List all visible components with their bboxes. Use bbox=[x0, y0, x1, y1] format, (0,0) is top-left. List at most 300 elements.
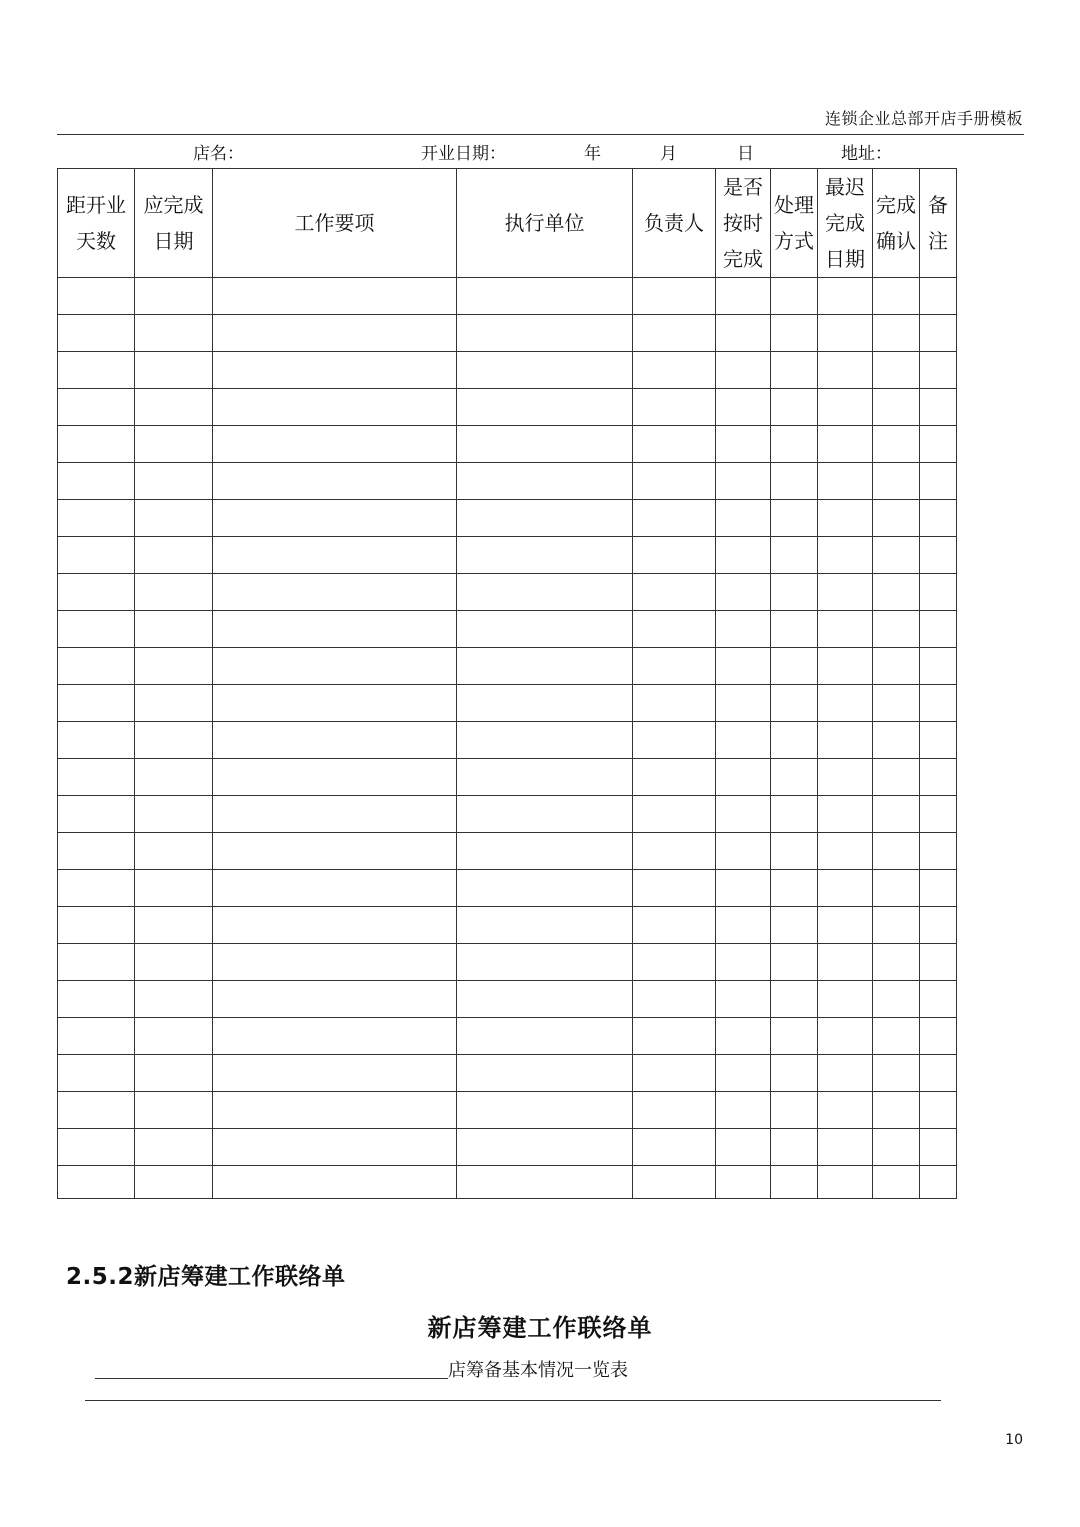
table-cell[interactable] bbox=[873, 315, 920, 352]
table-cell[interactable] bbox=[213, 389, 457, 426]
table-cell[interactable] bbox=[920, 611, 957, 648]
table-cell[interactable] bbox=[716, 500, 771, 537]
table-cell[interactable] bbox=[58, 500, 135, 537]
table-cell[interactable] bbox=[58, 870, 135, 907]
table-cell[interactable] bbox=[457, 1129, 633, 1166]
column-header bbox=[633, 169, 716, 278]
bottom-rule bbox=[85, 1400, 941, 1401]
table-cell[interactable] bbox=[771, 426, 818, 463]
table-cell[interactable] bbox=[771, 352, 818, 389]
column-header-text: 距开业 bbox=[66, 193, 126, 217]
table-cell[interactable] bbox=[920, 352, 957, 389]
table-cell[interactable] bbox=[920, 870, 957, 907]
table-cell[interactable] bbox=[771, 796, 818, 833]
table-cell[interactable] bbox=[135, 870, 213, 907]
table-cell[interactable] bbox=[818, 574, 873, 611]
table-cell[interactable] bbox=[58, 1129, 135, 1166]
table-cell[interactable] bbox=[633, 981, 716, 1018]
table-cell[interactable] bbox=[920, 500, 957, 537]
table-cell[interactable] bbox=[818, 796, 873, 833]
table-cell[interactable] bbox=[135, 278, 213, 315]
table-cell[interactable] bbox=[457, 611, 633, 648]
table-cell[interactable] bbox=[920, 1129, 957, 1166]
table-cell[interactable] bbox=[213, 722, 457, 759]
table-cell[interactable] bbox=[771, 944, 818, 981]
table-cell[interactable] bbox=[771, 611, 818, 648]
table-cell[interactable] bbox=[135, 1018, 213, 1055]
table-cell[interactable] bbox=[135, 796, 213, 833]
table-cell[interactable] bbox=[633, 389, 716, 426]
table-cell[interactable] bbox=[771, 1166, 818, 1199]
summary-text: 店筹备基本情况一览表 bbox=[448, 1360, 628, 1381]
table-cell[interactable] bbox=[135, 315, 213, 352]
table-cell[interactable] bbox=[633, 1092, 716, 1129]
table-cell[interactable] bbox=[633, 463, 716, 500]
table-cell[interactable] bbox=[457, 981, 633, 1018]
column-header-text: 完成 bbox=[825, 211, 865, 235]
table-cell[interactable] bbox=[457, 944, 633, 981]
table-cell[interactable] bbox=[135, 426, 213, 463]
table-cell[interactable] bbox=[633, 870, 716, 907]
table-cell[interactable] bbox=[457, 1166, 633, 1199]
table-cell[interactable] bbox=[818, 1055, 873, 1092]
table-cell[interactable] bbox=[818, 611, 873, 648]
table-cell[interactable] bbox=[818, 500, 873, 537]
table-cell[interactable] bbox=[873, 389, 920, 426]
table-cell[interactable] bbox=[457, 1018, 633, 1055]
table-cell[interactable] bbox=[873, 1129, 920, 1166]
table-cell[interactable] bbox=[818, 537, 873, 574]
table-cell[interactable] bbox=[771, 463, 818, 500]
column-header bbox=[818, 169, 873, 278]
table-cell[interactable] bbox=[58, 389, 135, 426]
table-cell[interactable] bbox=[716, 648, 771, 685]
table-cell[interactable] bbox=[213, 352, 457, 389]
table-cell[interactable] bbox=[58, 426, 135, 463]
table-cell[interactable] bbox=[716, 352, 771, 389]
table-cell[interactable] bbox=[213, 1129, 457, 1166]
table-cell[interactable] bbox=[135, 759, 213, 796]
table-row bbox=[58, 278, 957, 315]
table-cell[interactable] bbox=[633, 611, 716, 648]
table-cell[interactable] bbox=[633, 278, 716, 315]
table-cell[interactable] bbox=[771, 1055, 818, 1092]
table-cell[interactable] bbox=[716, 1018, 771, 1055]
table-cell[interactable] bbox=[716, 1166, 771, 1199]
table-row bbox=[58, 1092, 957, 1129]
table-cell[interactable] bbox=[818, 1092, 873, 1129]
table-cell[interactable] bbox=[818, 1018, 873, 1055]
table-cell[interactable] bbox=[873, 611, 920, 648]
table-cell[interactable] bbox=[920, 907, 957, 944]
column-header bbox=[58, 169, 135, 278]
table-cell[interactable] bbox=[457, 759, 633, 796]
column-header-text: 处理 bbox=[774, 193, 814, 217]
table-cell[interactable] bbox=[58, 833, 135, 870]
table-cell[interactable] bbox=[58, 981, 135, 1018]
table-cell[interactable] bbox=[716, 685, 771, 722]
table-cell[interactable] bbox=[873, 574, 920, 611]
table-cell[interactable] bbox=[58, 278, 135, 315]
table-cell[interactable] bbox=[213, 537, 457, 574]
table-cell[interactable] bbox=[58, 352, 135, 389]
table-cell[interactable] bbox=[457, 278, 633, 315]
table-cell[interactable] bbox=[58, 315, 135, 352]
table-cell[interactable] bbox=[920, 278, 957, 315]
table-cell[interactable] bbox=[716, 315, 771, 352]
table-cell[interactable] bbox=[213, 907, 457, 944]
table-cell[interactable] bbox=[633, 352, 716, 389]
table-cell[interactable] bbox=[213, 833, 457, 870]
table-cell[interactable] bbox=[633, 944, 716, 981]
table-cell[interactable] bbox=[213, 796, 457, 833]
table-cell[interactable] bbox=[920, 759, 957, 796]
table-cell[interactable] bbox=[873, 833, 920, 870]
table-row bbox=[58, 500, 957, 537]
table-cell[interactable] bbox=[920, 981, 957, 1018]
table-cell[interactable] bbox=[873, 796, 920, 833]
table-cell[interactable] bbox=[716, 1055, 771, 1092]
table-cell[interactable] bbox=[818, 315, 873, 352]
table-cell[interactable] bbox=[716, 1092, 771, 1129]
table-cell[interactable] bbox=[873, 722, 920, 759]
table-cell[interactable] bbox=[135, 537, 213, 574]
table-cell[interactable] bbox=[771, 685, 818, 722]
column-header bbox=[135, 169, 213, 278]
table-cell[interactable] bbox=[135, 981, 213, 1018]
table-cell[interactable] bbox=[771, 1018, 818, 1055]
table-cell[interactable] bbox=[457, 685, 633, 722]
column-header-text: 注 bbox=[928, 229, 948, 253]
store-name-label: 店名： bbox=[193, 144, 244, 164]
table-cell[interactable] bbox=[771, 870, 818, 907]
table-cell[interactable] bbox=[920, 463, 957, 500]
table-cell[interactable] bbox=[920, 833, 957, 870]
table-row bbox=[58, 981, 957, 1018]
table-cell[interactable] bbox=[457, 352, 633, 389]
table-cell[interactable] bbox=[633, 722, 716, 759]
table-cell[interactable] bbox=[873, 1055, 920, 1092]
table-cell[interactable] bbox=[58, 944, 135, 981]
table-cell[interactable] bbox=[716, 1129, 771, 1166]
running-header: 连锁企业总部开店手册模板 bbox=[824, 109, 1023, 128]
year-label: 年 bbox=[584, 144, 601, 164]
column-header-text: 备 bbox=[928, 193, 948, 217]
column-header-text: 应完成 bbox=[143, 193, 204, 217]
table-row bbox=[58, 870, 957, 907]
table-cell[interactable] bbox=[873, 648, 920, 685]
table-cell[interactable] bbox=[58, 759, 135, 796]
table-cell[interactable] bbox=[920, 1055, 957, 1092]
table-cell[interactable] bbox=[873, 278, 920, 315]
table-cell[interactable] bbox=[873, 759, 920, 796]
table-cell[interactable] bbox=[457, 1055, 633, 1092]
table-cell[interactable] bbox=[58, 611, 135, 648]
table-cell[interactable] bbox=[920, 685, 957, 722]
day-label: 日 bbox=[737, 144, 754, 164]
column-header-text: 工作要项 bbox=[294, 211, 375, 235]
section-heading: 2.5.2新店筹建工作联络单 bbox=[66, 1264, 346, 1290]
table-cell[interactable] bbox=[457, 537, 633, 574]
table-cell[interactable] bbox=[633, 426, 716, 463]
table-cell[interactable] bbox=[58, 1166, 135, 1199]
table-cell[interactable] bbox=[135, 574, 213, 611]
table-cell[interactable] bbox=[633, 1166, 716, 1199]
table-cell[interactable] bbox=[771, 981, 818, 1018]
table-cell[interactable] bbox=[771, 315, 818, 352]
table-cell[interactable] bbox=[457, 500, 633, 537]
table-cell[interactable] bbox=[716, 833, 771, 870]
table-cell[interactable] bbox=[213, 648, 457, 685]
table-row bbox=[58, 537, 957, 574]
table-cell[interactable] bbox=[771, 278, 818, 315]
table-cell[interactable] bbox=[457, 574, 633, 611]
table-cell[interactable] bbox=[818, 722, 873, 759]
table-cell[interactable] bbox=[135, 1166, 213, 1199]
table-cell[interactable] bbox=[135, 1129, 213, 1166]
table-cell[interactable] bbox=[58, 685, 135, 722]
table-cell[interactable] bbox=[818, 759, 873, 796]
table-cell[interactable] bbox=[58, 648, 135, 685]
table-row bbox=[58, 426, 957, 463]
table-cell[interactable] bbox=[818, 352, 873, 389]
table-cell[interactable] bbox=[457, 463, 633, 500]
table-cell[interactable] bbox=[873, 907, 920, 944]
table-cell[interactable] bbox=[771, 907, 818, 944]
table-cell[interactable] bbox=[135, 722, 213, 759]
table-cell[interactable] bbox=[716, 278, 771, 315]
table-cell[interactable] bbox=[213, 278, 457, 315]
table-cell[interactable] bbox=[633, 537, 716, 574]
table-cell[interactable] bbox=[58, 574, 135, 611]
table-cell[interactable] bbox=[135, 833, 213, 870]
table-cell[interactable] bbox=[633, 685, 716, 722]
table-cell[interactable] bbox=[771, 833, 818, 870]
table-cell[interactable] bbox=[58, 722, 135, 759]
table-cell[interactable] bbox=[818, 833, 873, 870]
month-label: 月 bbox=[660, 144, 677, 164]
table-cell[interactable] bbox=[457, 315, 633, 352]
table-cell[interactable] bbox=[716, 796, 771, 833]
table-cell[interactable] bbox=[818, 944, 873, 981]
table-cell[interactable] bbox=[213, 870, 457, 907]
table-cell[interactable] bbox=[58, 796, 135, 833]
table-cell[interactable] bbox=[135, 1092, 213, 1129]
table-row bbox=[58, 1055, 957, 1092]
table-cell[interactable] bbox=[716, 389, 771, 426]
table-cell[interactable] bbox=[633, 1055, 716, 1092]
table-cell[interactable] bbox=[716, 907, 771, 944]
table-cell[interactable] bbox=[213, 463, 457, 500]
table-cell[interactable] bbox=[818, 1129, 873, 1166]
table-cell[interactable] bbox=[920, 426, 957, 463]
column-header-text: 最迟 bbox=[825, 175, 865, 199]
table-cell[interactable] bbox=[818, 870, 873, 907]
table-cell[interactable] bbox=[457, 648, 633, 685]
table-cell[interactable] bbox=[771, 1092, 818, 1129]
table-cell[interactable] bbox=[213, 1018, 457, 1055]
table-cell[interactable] bbox=[58, 537, 135, 574]
table-cell[interactable] bbox=[457, 870, 633, 907]
table-cell[interactable] bbox=[213, 315, 457, 352]
table-cell[interactable] bbox=[716, 463, 771, 500]
column-header bbox=[873, 169, 920, 278]
column-header bbox=[920, 169, 957, 278]
table-cell[interactable] bbox=[633, 759, 716, 796]
table-row bbox=[58, 574, 957, 611]
table-cell[interactable] bbox=[213, 1166, 457, 1199]
table-cell[interactable] bbox=[633, 1018, 716, 1055]
table-cell[interactable] bbox=[716, 611, 771, 648]
column-header-text: 负责人 bbox=[644, 211, 704, 235]
table-cell[interactable] bbox=[818, 685, 873, 722]
table-cell[interactable] bbox=[818, 907, 873, 944]
checklist-table bbox=[57, 168, 957, 1199]
table-cell[interactable] bbox=[873, 981, 920, 1018]
table-cell[interactable] bbox=[58, 1092, 135, 1129]
table-cell[interactable] bbox=[716, 574, 771, 611]
table-cell[interactable] bbox=[135, 611, 213, 648]
table-cell[interactable] bbox=[920, 1166, 957, 1199]
column-header-text: 天数 bbox=[76, 229, 116, 253]
column-header-text: 执行单位 bbox=[504, 211, 585, 235]
table-cell[interactable] bbox=[213, 981, 457, 1018]
table-cell[interactable] bbox=[213, 574, 457, 611]
table-row bbox=[58, 1018, 957, 1055]
table-cell[interactable] bbox=[213, 944, 457, 981]
table-cell[interactable] bbox=[771, 574, 818, 611]
table-cell[interactable] bbox=[716, 722, 771, 759]
table-cell[interactable] bbox=[633, 648, 716, 685]
table-cell[interactable] bbox=[818, 389, 873, 426]
table-cell[interactable] bbox=[213, 685, 457, 722]
table-cell[interactable] bbox=[58, 463, 135, 500]
table-cell[interactable] bbox=[920, 574, 957, 611]
table-cell[interactable] bbox=[771, 759, 818, 796]
table-cell[interactable] bbox=[633, 833, 716, 870]
column-header-text: 是否 bbox=[723, 175, 763, 199]
table-cell[interactable] bbox=[135, 648, 213, 685]
table-cell[interactable] bbox=[873, 685, 920, 722]
table-cell[interactable] bbox=[818, 981, 873, 1018]
table-cell[interactable] bbox=[873, 537, 920, 574]
table-cell[interactable] bbox=[873, 1166, 920, 1199]
table-cell[interactable] bbox=[716, 537, 771, 574]
table-cell[interactable] bbox=[818, 463, 873, 500]
table-cell[interactable] bbox=[457, 389, 633, 426]
table-cell[interactable] bbox=[873, 426, 920, 463]
table-cell[interactable] bbox=[920, 1018, 957, 1055]
table-cell[interactable] bbox=[716, 870, 771, 907]
table-row bbox=[58, 796, 957, 833]
table-cell[interactable] bbox=[920, 389, 957, 426]
table-cell[interactable] bbox=[920, 315, 957, 352]
table-cell[interactable] bbox=[716, 759, 771, 796]
table-header-row bbox=[58, 169, 957, 278]
table-cell[interactable] bbox=[873, 870, 920, 907]
table-cell[interactable] bbox=[135, 944, 213, 981]
column-header bbox=[771, 169, 818, 278]
table-cell[interactable] bbox=[457, 722, 633, 759]
table-cell[interactable] bbox=[135, 685, 213, 722]
table-cell[interactable] bbox=[213, 611, 457, 648]
table-row bbox=[58, 352, 957, 389]
table-cell[interactable] bbox=[633, 500, 716, 537]
table-cell[interactable] bbox=[818, 426, 873, 463]
table-cell[interactable] bbox=[457, 907, 633, 944]
table-row bbox=[58, 833, 957, 870]
table-row bbox=[58, 1166, 957, 1199]
table-cell[interactable] bbox=[633, 574, 716, 611]
column-header bbox=[457, 169, 633, 278]
table-cell[interactable] bbox=[716, 981, 771, 1018]
table-cell[interactable] bbox=[633, 315, 716, 352]
table-cell[interactable] bbox=[873, 1018, 920, 1055]
table-cell[interactable] bbox=[771, 1129, 818, 1166]
table-cell[interactable] bbox=[920, 796, 957, 833]
table-cell[interactable] bbox=[457, 426, 633, 463]
table-cell[interactable] bbox=[213, 1055, 457, 1092]
table-cell[interactable] bbox=[716, 944, 771, 981]
table-cell[interactable] bbox=[58, 907, 135, 944]
table-cell[interactable] bbox=[213, 759, 457, 796]
table-cell[interactable] bbox=[633, 1129, 716, 1166]
column-header bbox=[213, 169, 457, 278]
table-cell[interactable] bbox=[457, 833, 633, 870]
table-cell[interactable] bbox=[920, 648, 957, 685]
table-cell[interactable] bbox=[920, 537, 957, 574]
table-cell[interactable] bbox=[920, 1092, 957, 1129]
table-cell[interactable] bbox=[873, 1092, 920, 1129]
table-cell[interactable] bbox=[135, 389, 213, 426]
table-cell[interactable] bbox=[771, 537, 818, 574]
table-cell[interactable] bbox=[771, 648, 818, 685]
store-name-blank-line bbox=[95, 1378, 448, 1379]
table-cell[interactable] bbox=[873, 944, 920, 981]
table-cell[interactable] bbox=[213, 426, 457, 463]
column-header-text: 方式 bbox=[774, 229, 814, 253]
table-cell[interactable] bbox=[633, 796, 716, 833]
table-cell[interactable] bbox=[771, 500, 818, 537]
table-cell[interactable] bbox=[213, 1092, 457, 1129]
table-cell[interactable] bbox=[58, 1018, 135, 1055]
table-cell[interactable] bbox=[135, 1055, 213, 1092]
table-cell[interactable] bbox=[633, 907, 716, 944]
table-cell[interactable] bbox=[771, 389, 818, 426]
table-cell[interactable] bbox=[135, 352, 213, 389]
table-cell[interactable] bbox=[873, 352, 920, 389]
table-cell[interactable] bbox=[58, 1055, 135, 1092]
table-cell[interactable] bbox=[135, 500, 213, 537]
table-cell[interactable] bbox=[920, 722, 957, 759]
table-cell[interactable] bbox=[457, 796, 633, 833]
table-row bbox=[58, 759, 957, 796]
table-cell[interactable] bbox=[818, 648, 873, 685]
table-cell[interactable] bbox=[873, 463, 920, 500]
table-row bbox=[58, 907, 957, 944]
table-cell[interactable] bbox=[135, 907, 213, 944]
table-cell[interactable] bbox=[818, 1166, 873, 1199]
table-cell[interactable] bbox=[457, 1092, 633, 1129]
table-cell[interactable] bbox=[818, 278, 873, 315]
table-cell[interactable] bbox=[873, 500, 920, 537]
table-cell[interactable] bbox=[920, 944, 957, 981]
table-cell[interactable] bbox=[213, 500, 457, 537]
table-cell[interactable] bbox=[771, 722, 818, 759]
table-cell[interactable] bbox=[716, 426, 771, 463]
table-cell[interactable] bbox=[135, 463, 213, 500]
table-row bbox=[58, 648, 957, 685]
